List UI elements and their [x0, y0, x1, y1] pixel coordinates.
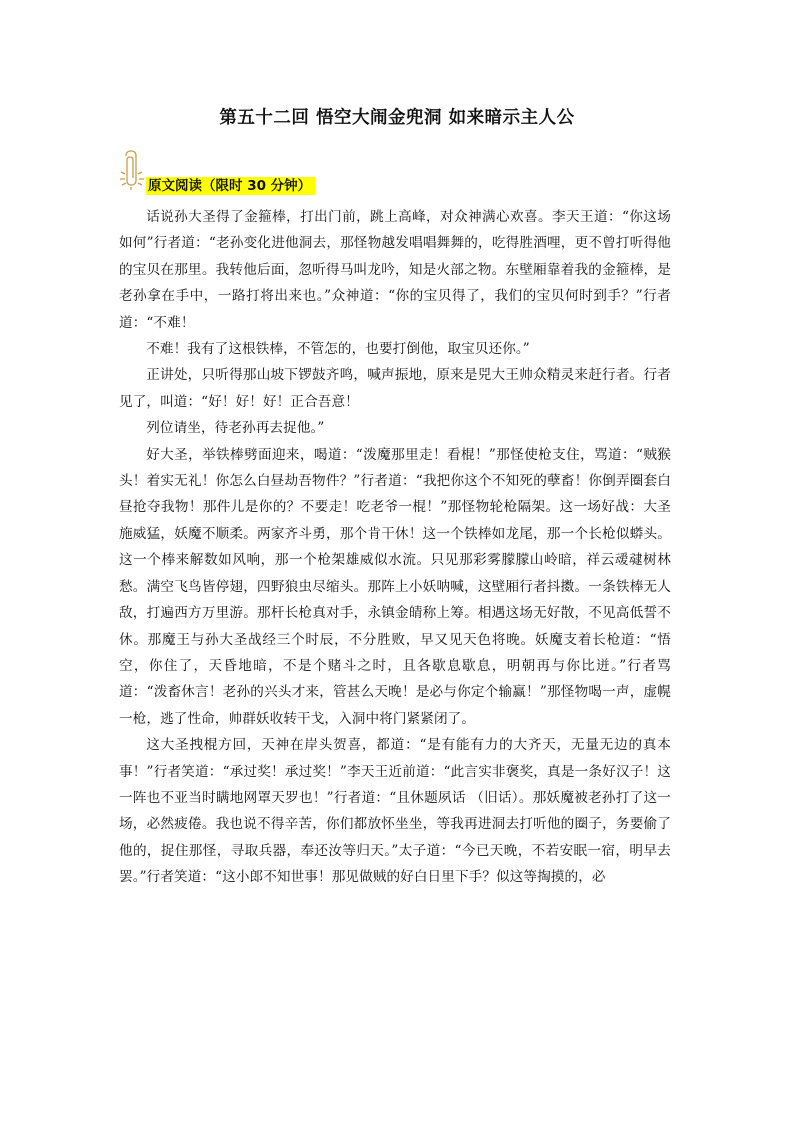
paragraph: 正讲处，只听得那山坡下锣鼓齐鸣，喊声振地，原来是兕大王帅众精灵来赶行者。行者见了，叫道：“好！好！好！正合吾意！ [119, 367, 671, 410]
paragraph: 不难！我有了这根铁棒，不管怎的，也要打倒他，取宝贝还你。” [146, 341, 530, 358]
section-heading: 原文阅读（限时 30 分钟） [146, 177, 315, 195]
article-body [119, 204, 671, 891]
paragraph: 好大圣，举铁棒劈面迎来，喝道：“泼魔那里走！看棍！”那怪使枪支住，骂道：“贼猴头！着实无礼！你怎么白昼劫吾物件？”行者道：“我把你这个不知死的孽畜！你倒弄圈套白昼抢夺我物！那件儿是你的？不要走！吃老爷一棍！”那怪物轮枪隔架。这一场好战：大圣施威猛，妖魔不顺柔。两家齐斗勇，那个肯干休！这一个铁棒如龙尾，那一个长枪似蟒头。这一个棒来解数如风响，那一个枪架雄威似水流。只见那彩雾朦朦山岭暗，祥云叆叇树林愁。满空飞鸟皆停翅，四野狼虫尽缩头。那阵上小妖呐喊，这壁厢行者抖擞。一条铁棒无人敌，打遍西方万里游。那杆长枪真对手，永镇金皘称上筹。相遇这场无好散，不见高低誓不休。那魔王与孙大圣战经三个时辰，不分胜败，早又见天色将晚。妖魔支着长枪道：“悟空，你住了，天昏地暗，不是个赌斗之时，且各歇息歇息，明朝再与你比迸。”行者骂道：“泼畜休言！老孙的兴头才来，管甚么天晚！是必与你定个输赢！”那怪物喝一声，虚幌一枪，逃了性命，帅群妖收转干戈，入洞中将门紧紧闭了。 [119, 446, 671, 727]
paragraph: 这大圣拽棍方回，天神在岸头贺喜，都道：“是有能有力的大齐天，无量无边的真本事！”行者笑道：“承过奖！承过奖！”李天王近前道：“此言实非褒奖，真是一条好汉子！这一阵也不亚当时瞒地网罩天罗也！”行者道：“且休题夙话 （旧话）。那妖魔被老孙打了这一场，必然疲倦。我也说不得辛苦，你们都放怀坐坐，等我再进洞去打听他的圈子，务要偷了他的，捉住那怪，寻取兵器，奉还汝等归天。”太子道：“今已天晚，不若安眠一宿，明早去罢。”行者笑道：“这小郎不知世事！那见做贼的好白日里下手？似这等掏摸的，必 [119, 737, 671, 886]
chapter-title: 第五十二回 悟空大闹金兜洞 如来暗示主人公 [219, 108, 575, 128]
paragraph: 列位请坐，待老孙再去捉他。” [146, 420, 325, 437]
paragraph: 话说孙大圣得了金箍棒，打出门前，跳上高峰，对众神满心欢喜。李天王道：“你这场如何”行者道：“老孙变化进他洞去，那怪物越发唱唱舞舞的，吃得胜酒哩，更不曾打听得他的宝贝在那里。我转他后面，忽听得马叫龙吟，知是火部之物。东壁厢靠着我的金箍棒，是老孙拿在手中，一路打将出来也。”众神道：“你的宝贝得了，我们的宝贝何时到手？”行者道：“不难！ [119, 209, 671, 331]
